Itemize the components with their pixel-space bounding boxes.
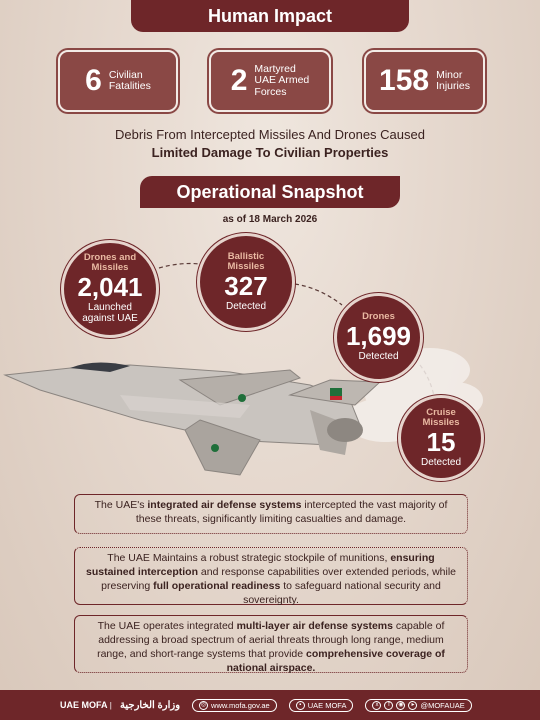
as-of-date: as of 18 March 2026 xyxy=(222,214,318,225)
multi-layer-paragraph: The UAE operates integrated multi-layer air defense systems capable of addressing a broad spectrum of aerial threats through long range, medium range, and short-range systems that provide comprehensive coverage of national airspace. xyxy=(74,615,468,673)
circle-value: 15 xyxy=(426,426,456,457)
circle-subtitle: Launched against UAE xyxy=(82,301,138,325)
circle-value: 327 xyxy=(224,270,268,301)
stat-label: Minor Injuries xyxy=(436,68,470,92)
stat-martyred-forces xyxy=(209,50,331,112)
circle-title: Cruise Missiles xyxy=(422,406,460,428)
footer-bar xyxy=(0,690,540,720)
operational-snapshot-title: Operational Snapshot xyxy=(140,176,400,208)
circle-subtitle: Detected xyxy=(225,300,267,312)
circle-drones-and-missiles xyxy=(61,240,159,338)
connector-line xyxy=(295,284,342,305)
circle-value: 2,041 xyxy=(77,272,143,303)
circle-title: Drones and Missiles xyxy=(83,252,137,274)
x-icon: x xyxy=(372,701,381,710)
circle-subtitle: Detected xyxy=(358,351,399,363)
stat-label: Civilian Fatalities xyxy=(108,68,151,92)
stat-value: 158 xyxy=(379,64,430,97)
footer-website-link[interactable]: ◎ www.mofa.gov.ae xyxy=(192,699,277,712)
globe-icon: ◎ xyxy=(200,701,207,708)
human-impact-title: Human Impact xyxy=(131,0,409,32)
debris-caption-line1: Debris From Intercepted Missiles And Drones Caused xyxy=(115,127,425,142)
stockpile-paragraph: The UAE Maintains a robust strategic stockpile of munitions, ensuring sustained interception and response capabilities over extended periods, while preserving full operational readiness to safeguard national security and sovereignty. xyxy=(74,547,468,605)
facebook-icon: f xyxy=(384,701,393,710)
air-defense-paragraph: The UAE's integrated air defense systems intercepted the vast majority of these threats, significantly limiting casualties and damage. xyxy=(74,494,468,534)
circle-drones xyxy=(334,293,423,382)
circle-value: 1,699 xyxy=(345,321,412,352)
stat-minor-injuries xyxy=(364,50,485,112)
debris-caption-line2: Limited Damage To Civilian Properties xyxy=(151,145,389,160)
footer-arabic-name: وزارة الخارجية xyxy=(120,699,181,711)
stat-label: Martyred UAE Armed Forces xyxy=(254,63,310,98)
footer-app-link[interactable]: ▪ UAE MOFA xyxy=(289,699,354,712)
circle-subtitle: Detected xyxy=(420,456,462,468)
connector-line xyxy=(159,264,200,269)
stat-value: 6 xyxy=(85,64,102,97)
circle-title: Ballistic Missiles xyxy=(227,250,265,272)
instagram-icon: ◉ xyxy=(398,701,404,708)
stat-value: 2 xyxy=(230,64,248,97)
circle-cruise-missiles xyxy=(398,395,484,481)
app-icon: ▪ xyxy=(296,701,305,710)
footer-social-links[interactable]: x f ◉ ▸ @MOFAUAE xyxy=(365,699,471,712)
circle-ballistic-missiles xyxy=(197,233,295,331)
footer-divider: | xyxy=(107,700,115,710)
stat-civilian-fatalities xyxy=(58,50,178,112)
youtube-icon: ▸ xyxy=(408,701,417,710)
circle-title: Drones xyxy=(362,311,395,323)
footer-brand: UAE MOFA xyxy=(60,700,108,710)
fighter-jet-image xyxy=(5,362,380,475)
